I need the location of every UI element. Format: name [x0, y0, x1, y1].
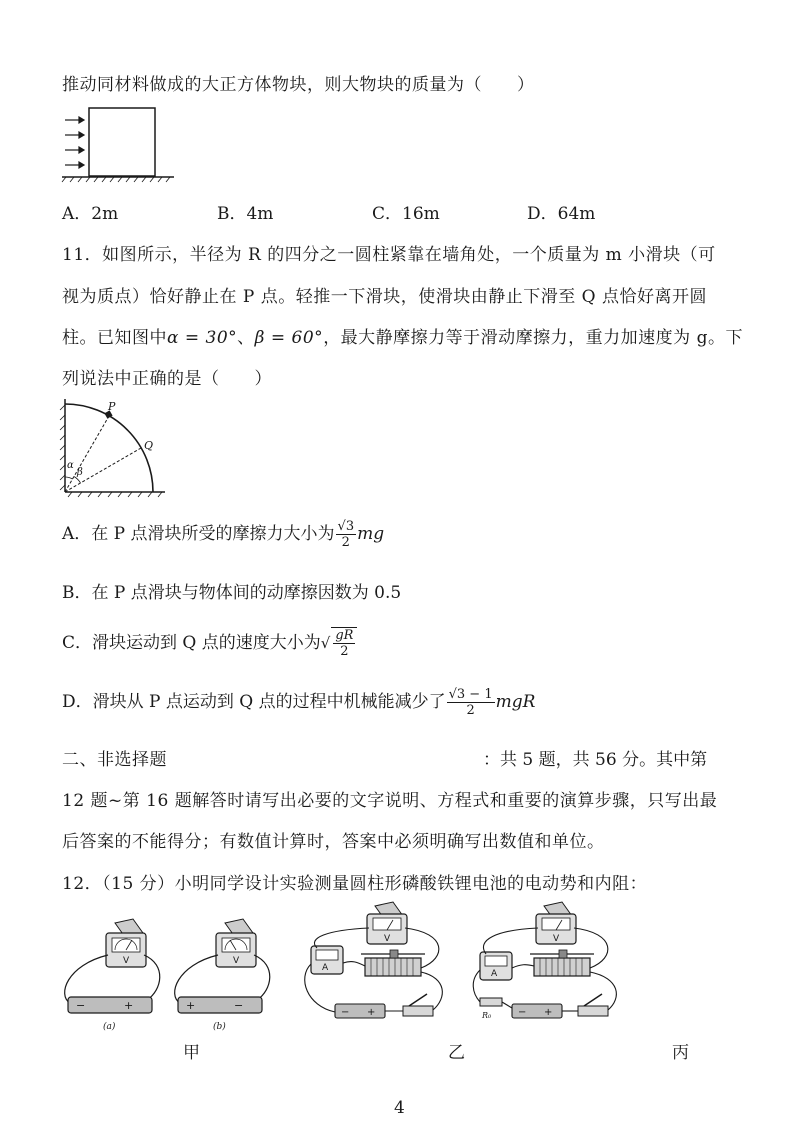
fraction-denominator: 2 [341, 535, 350, 550]
q11-line-3-sep: 、 [237, 328, 255, 348]
svg-text:−: − [76, 999, 86, 1012]
figure-label-bing: 丙 [672, 1043, 689, 1063]
fraction-denominator: 2 [340, 644, 349, 659]
section-2-line-3: 后答案的不能得分；有数值计算时，答案中必须明确写出数值和单位。 [62, 832, 605, 852]
q11-option-d-fraction [447, 687, 495, 718]
resistor-r0-label: R₀ [482, 1011, 492, 1020]
q11-line-3-a: 柱。已知图中 [62, 328, 167, 348]
ammeter-bing-label: A [491, 969, 498, 979]
q11-line-3-b: ，最大静摩擦力等于滑动摩擦力，重力加速度为 g。下 [323, 328, 743, 348]
q11-line-2: 视为质点）恰好静止在 P 点。轻推一下滑块，使滑块由静止下滑至 Q 点恰好离开圆 [62, 287, 707, 307]
circuit-yi-figure [297, 898, 457, 1028]
section-2-line-2: 12 题~第 16 题解答时请写出必要的文字说明、方程式和重要的演算步骤，只写出最 [62, 791, 718, 811]
q11-line-3 [62, 323, 743, 348]
angle-alpha-label: α [67, 460, 74, 471]
svg-text:−: − [341, 1007, 350, 1018]
q11-option-a-text: A．在 P 点滑块所受的摩擦力大小为 [62, 524, 335, 544]
q11-option-a-fraction [336, 519, 357, 550]
circuit-b-figure [172, 915, 277, 1045]
voltmeter-bing-label: V [553, 934, 560, 944]
page-number: 4 [394, 1098, 405, 1118]
figure-label-jia: 甲 [183, 1043, 200, 1063]
svg-text:+: + [367, 1007, 376, 1018]
q11-line-1: 11．如图所示，半径为 R 的四分之一圆柱紧靠在墙角处，一个质量为 m 小滑块（可 [62, 245, 716, 265]
circuit-a-figure [62, 915, 167, 1045]
sqrt-sign-icon: √ [320, 634, 331, 652]
voltmeter-a-label: V [123, 956, 130, 966]
svg-text:+: + [544, 1007, 553, 1018]
beta-equation: β = 60° [254, 328, 324, 348]
q11-option-b: B．在 P 点滑块与物体间的动摩擦因数为 0.5 [62, 583, 402, 603]
svg-text:+: + [124, 999, 134, 1012]
q11-option-c [62, 627, 357, 659]
fraction-numerator: gR [335, 628, 354, 643]
q10-option-a: A．2m [62, 204, 119, 224]
q10-option-c: C．16m [372, 204, 440, 224]
q11-option-d [62, 687, 535, 718]
q10-option-b: B．4m [217, 204, 274, 224]
q11-option-a [62, 519, 384, 550]
svg-text:−: − [234, 999, 244, 1012]
voltmeter-yi-label: V [384, 934, 391, 944]
circuit-bing-figure [466, 898, 626, 1028]
q11-option-c-text: C．滑块运动到 Q 点的速度大小为 [62, 633, 321, 653]
ammeter-yi-label: A [322, 963, 329, 973]
q10-option-d: D．64m [527, 204, 596, 224]
quarter-cylinder-figure [60, 397, 170, 502]
section-2-title: 二、非选择题 [62, 750, 167, 770]
point-q-label: Q [144, 439, 154, 452]
q12-stem: 12．（15 分）小明同学设计实验测量圆柱形磷酸铁锂电池的电动势和内阻： [62, 874, 648, 894]
q11-option-d-text: D．滑块从 P 点运动到 Q 点的过程中机械能减少了 [62, 692, 446, 712]
q10-block-figure [62, 105, 182, 185]
voltmeter-b-label: V [233, 956, 240, 966]
svg-text:−: − [518, 1007, 527, 1018]
point-p-label: P [108, 400, 116, 413]
sub-figure-a-label: (a) [103, 1022, 116, 1032]
alpha-equation: α = 30° [167, 328, 238, 348]
sub-figure-b-label: (b) [213, 1022, 226, 1032]
figure-label-yi: 乙 [448, 1043, 465, 1063]
q11-line-4: 列说法中正确的是（ ） [62, 369, 272, 389]
q11-option-d-tail: mgR [495, 692, 536, 712]
section-2-tail: ：共 5 题，共 56 分。其中第 [483, 750, 708, 770]
q10-stem: 推动同材料做成的大正方体物块，则大物块的质量为（ ） [62, 75, 535, 95]
angle-beta-label: β [77, 467, 83, 478]
q11-option-c-fraction [333, 628, 355, 659]
fraction-numerator: √3 [337, 519, 355, 534]
fraction-numerator: √3 − 1 [448, 687, 493, 702]
fraction-denominator: 2 [466, 703, 475, 718]
svg-text:+: + [186, 999, 196, 1012]
q11-option-a-tail: mg [357, 524, 385, 544]
